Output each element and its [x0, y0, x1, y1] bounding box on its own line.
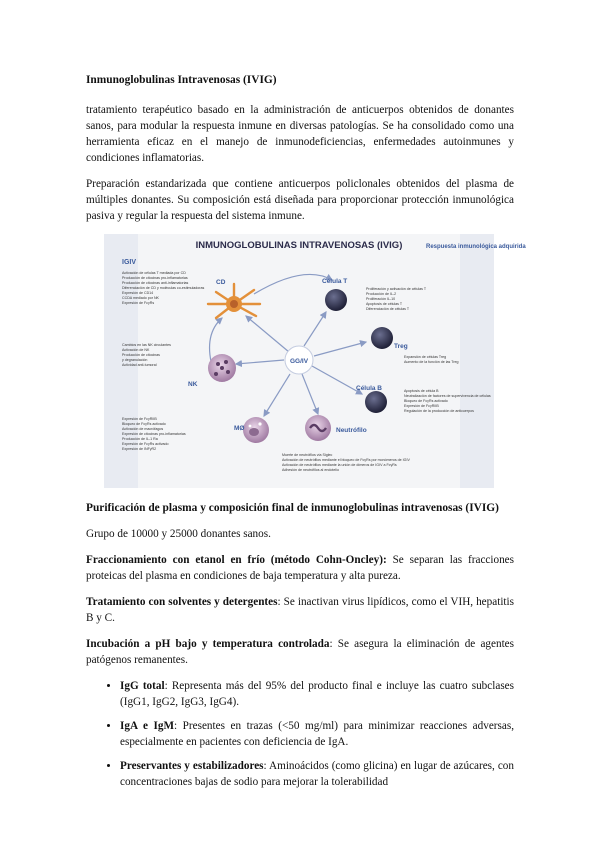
acquired-response-label: Respuesta inmunológica adquirida — [426, 244, 526, 250]
cd-effect: Producción de citocinas pro-inflamatorias — [122, 276, 188, 280]
mo-effect: Expresión de citocinas pro-inflamatorias — [122, 432, 186, 436]
neutrophil-effect: Activación de neutrófilos mediante el bloqueo de FcγRs por monómeros de IGIV — [282, 458, 410, 462]
list-item — [120, 678, 514, 710]
intro-paragraph-1: tratamiento terapéutico basado en la administración de anticuerpos obtenidos de donantes sanos, para modular la respuesta inmune en diversas patologías. Se ha consolidado como una herramienta eficaz en el manejo de inmunodeficiencias, enfermedades autoinmunes y condiciones inflamatorias. — [86, 104, 514, 164]
mo-effect: Expresión de INFγR2 — [122, 447, 157, 451]
b-effect: Apoptosis de célula B — [404, 389, 439, 393]
cd-effect: Activación de células T mediada por CD — [122, 271, 186, 275]
mo-effect: Activación de macrófagos — [122, 427, 164, 431]
nk-effect: Activación de NK — [122, 348, 150, 352]
list-item-text: : Representa más del 95% del producto final e incluye las cuatro subclases (IgG1, IgG2, IgG3, IgG4). — [120, 680, 514, 708]
neutrophil-effect: Activación de neutrófilos mediante la unión de dímeros de IGIV a FcγRs — [282, 463, 397, 467]
process-step-3-text: : Se asegura la eliminación de agentes patógenos remanentes. — [86, 638, 514, 666]
process-step-2 — [86, 594, 514, 626]
b-effect: Neutralización de factores de supervivencia de células — [404, 394, 491, 398]
mo-effect: Producción de IL-1 Ra — [122, 437, 158, 441]
list-item-text: : Aminoácidos (como glicina) en lugar de azúcares, con concentraciones bajas de sodio para mejorar la tolerabilidad — [120, 760, 514, 788]
nk-effect: y degranulación — [122, 358, 148, 362]
process-step-1-title: Fraccionamiento con etanol en frío (método Cohn-Oncley): — [86, 554, 387, 566]
list-item-title: IgA e IgM — [120, 720, 175, 732]
cd-effect: CCDA mediado por NK — [122, 296, 159, 300]
b-effect: Regulación de la producción de anticuerpos — [404, 409, 474, 413]
t-cell-label: Célula T — [322, 278, 348, 285]
ivig-diagram-svg — [104, 234, 526, 488]
document-body — [86, 72, 526, 798]
nk-effect: Producción de citocinas — [122, 353, 160, 357]
list-item — [120, 718, 514, 750]
list-item-text: : Presentes en trazas (<50 mg/ml) para minimizar reacciones adversas, especialmente en pacientes con deficiencia de IgA. — [120, 720, 514, 748]
cd-effect: Diferenciación de CD y moléculas co-estimuladoras — [122, 286, 205, 290]
cd-label: CD — [216, 279, 226, 286]
mo-effect: Bloqueo de FcγRs activado — [122, 422, 166, 426]
list-item-title: Preservantes y estabilizadores — [120, 760, 264, 772]
t-effect: Diferenciación de células T — [366, 307, 410, 311]
t-effect: Producción de IL-2 — [366, 292, 397, 296]
b-effect: Expresión de FcγRIIB — [404, 404, 439, 408]
igiv-label: IGIV — [122, 259, 137, 266]
diagram-title: INMUNOGLOBULINAS INTRAVENOSAS (IVIG) — [195, 240, 403, 251]
treg-effect: Aumento de la función de las Treg — [404, 360, 459, 364]
process-step-3 — [86, 636, 514, 668]
process-step-1-text: Se separan las fracciones proteicas del plasma en condiciones de baja temperatura y alta pureza. — [86, 554, 514, 582]
treg-cell — [371, 327, 393, 349]
cd-effect: Producción de citocinas anti-inflamatorias — [122, 281, 189, 285]
nk-effect: Actividad anti-tumoral — [122, 363, 157, 367]
mo-effect: Expresión de FcγRIIB — [122, 417, 157, 421]
nk-effect: Cambios en las NK circulantes — [122, 343, 171, 347]
mo-effect: Expresión de FcγRs activado — [122, 442, 169, 446]
neutrophil-label: Neutrófilo — [336, 427, 367, 434]
process-step-2-text: : Se inactivan virus lipídicos, como el VIH, hepatitis B y C. — [86, 596, 514, 624]
treg-label: Treg — [394, 343, 408, 350]
list-item-title: IgG total — [120, 680, 165, 692]
b-cell — [365, 391, 387, 413]
mo-label: MØ — [234, 425, 245, 432]
neutrophil-cell — [305, 415, 331, 441]
macrophage-cell — [243, 417, 269, 443]
neutrophil-effect: Muerte de neutrófilos vía Siglec — [282, 453, 333, 457]
process-step-3-title: Incubación a pH bajo y temperatura controlada — [86, 638, 330, 650]
donors-paragraph: Grupo de 10000 y 25000 donantes sanos. — [86, 528, 271, 540]
cd-effect: Expresión de FcγRs — [122, 301, 155, 305]
section-2-title: Purificación de plasma y composición final de inmunoglobulinas intravenosas (IVIG) — [86, 502, 499, 514]
nk-label: NK — [188, 381, 198, 388]
treg-effect: Expansión de células Treg — [404, 355, 447, 359]
b-cell-label: Célula B — [356, 385, 383, 392]
ivig-diagram — [104, 234, 526, 488]
list-item — [120, 758, 514, 790]
nk-cell — [208, 354, 236, 382]
neutrophil-effect: Adhesión de neutrófilos al endotelio — [282, 468, 339, 472]
t-effect: Proliferación y activación de células T — [366, 287, 427, 291]
t-effect: Proliferación IL-10 — [366, 297, 396, 301]
b-effect: Bloqueo de FcγRs activado — [404, 399, 448, 403]
process-step-1 — [86, 552, 514, 584]
page-title: Inmunoglobulinas Intravenosas (IVIG) — [86, 74, 277, 86]
t-cell — [325, 289, 347, 311]
composition-list — [86, 678, 514, 790]
intro-paragraph-2: Preparación estandarizada que contiene anticuerpos policlonales obtenidos del plasma de múltiples donantes. Su composición está diseñada para proporcionar protección inmunológica pasiva y regular la respuesta del sistema inmune. — [86, 178, 514, 222]
cd-effect: Expresión de CD14 — [122, 291, 154, 295]
center-ggiv-label: GG/IV — [289, 358, 309, 365]
process-step-2-title: Tratamiento con solventes y detergentes — [86, 596, 278, 608]
t-effect: Apoptosis de células T — [366, 302, 403, 306]
right-band — [460, 234, 494, 488]
